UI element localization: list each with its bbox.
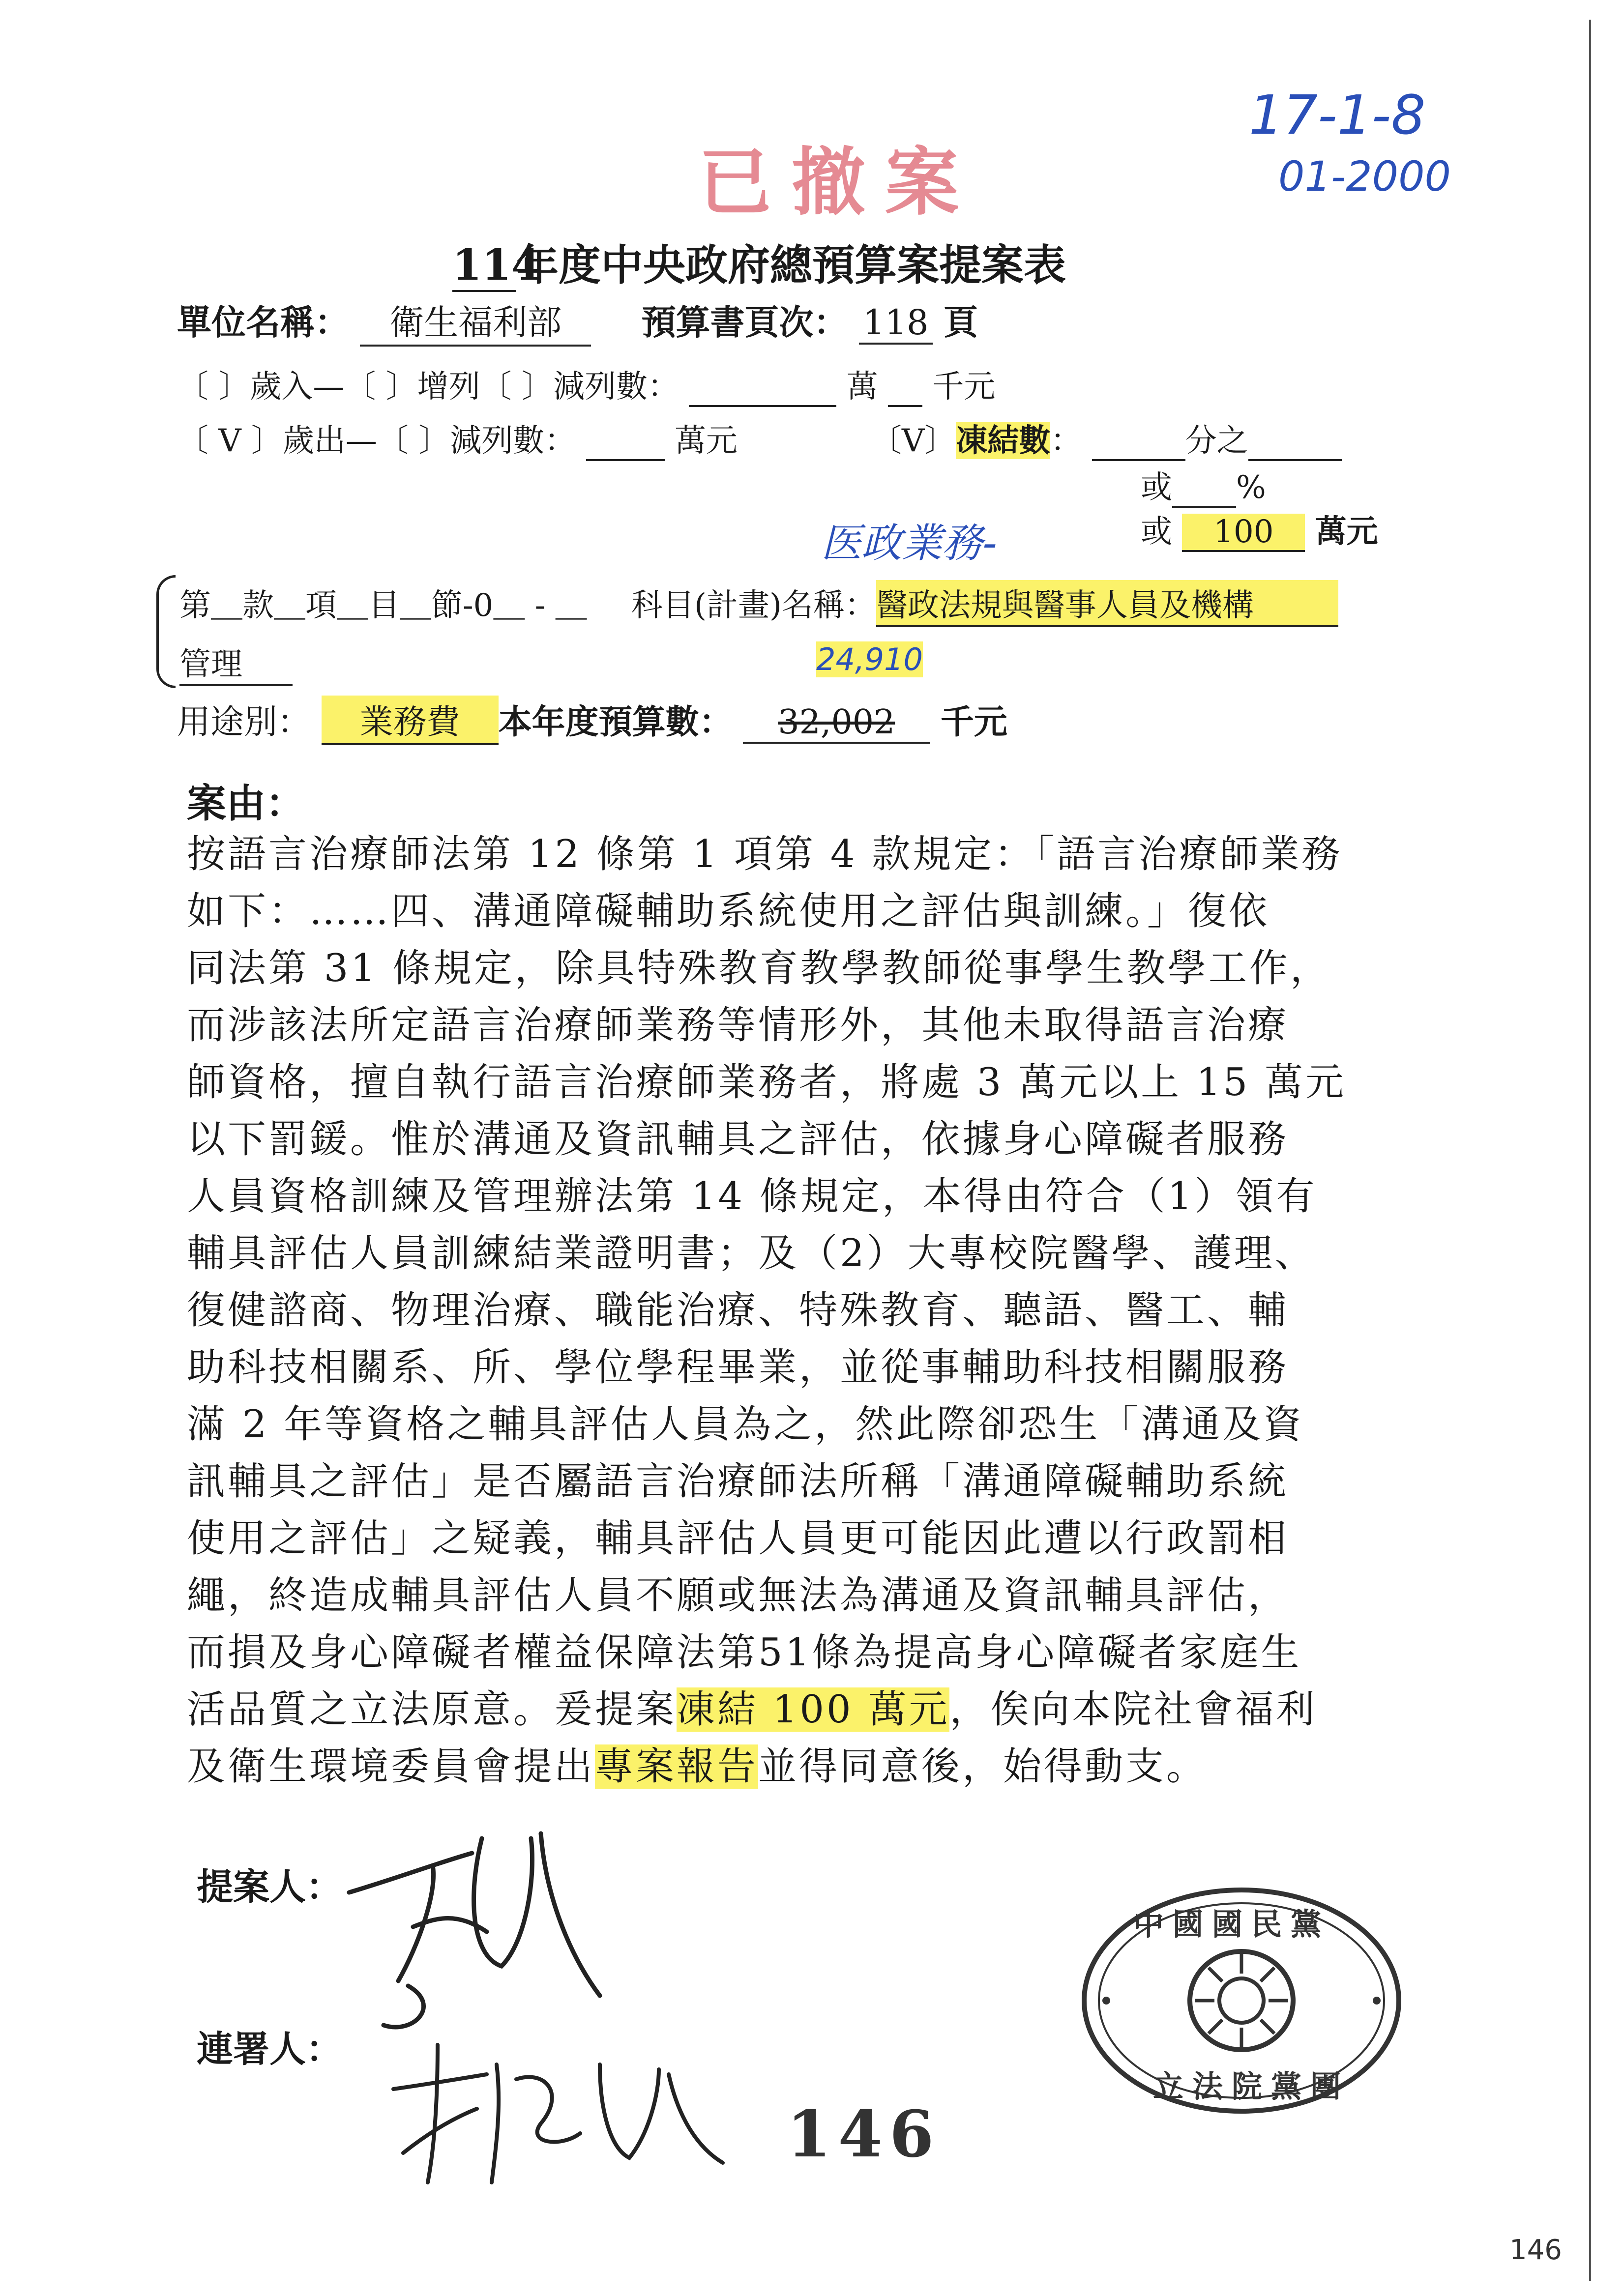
cosigner-signature [384, 2035, 728, 2197]
freeze-amount-highlight: 凍結 100 萬元 [677, 1687, 950, 1732]
cosigner-label: 連署人： [197, 2028, 342, 2070]
title-year: 114 [452, 240, 516, 292]
reason-line: 人員資格訓練及管理辦法第 14 條規定，本得由符合（1）領有 [187, 1174, 1317, 1219]
scan-edge-line [1589, 20, 1591, 2281]
freeze-percent: % [1236, 469, 1266, 506]
reason-line: 繩，終造成輔具評估人員不願或無法為溝通及資訊輔具評估， [187, 1573, 1289, 1618]
revenue-wan: 萬 [846, 369, 878, 405]
handwritten-code: 01-2000 [1278, 152, 1451, 201]
freeze-amount-row [1141, 506, 1378, 552]
unit-row [177, 295, 978, 347]
revenue-qian: 千元 [932, 369, 996, 405]
subject-bracket [156, 575, 176, 688]
reason-line: 按語言治療師法第 12 條第 1 項第 4 款規定：「語言治療師業務 [187, 832, 1343, 876]
freeze-or-1: 或 [1141, 469, 1172, 506]
freeze-colon: ： [1050, 423, 1082, 459]
handwritten-date: 17-1-8 [1249, 84, 1426, 146]
reason-line: 以下罰鍰。惟於溝通及資訊輔具之評估，依據身心障礙者服務 [187, 1117, 1289, 1162]
reason-line: 訊輔具之評估」是否屬語言治療師法所稱「溝通障礙輔助系統 [187, 1459, 1289, 1504]
page-ref-label: 預算書頁次： [641, 302, 848, 343]
subject-name-line1: 醫政法規與醫事人員及機構 [876, 580, 1338, 627]
seal-top-text: 中國國民黨 [1133, 1906, 1330, 1942]
expense-wan: 萬元 [674, 423, 738, 459]
revenue-row [177, 361, 995, 407]
budget-label: 本年度預算數： [498, 702, 733, 742]
corner-page-number: 146 [1509, 2234, 1562, 2266]
freeze-fraction: 分之 [1185, 423, 1248, 459]
proposer-signature [339, 1819, 615, 2045]
party-seal [1079, 1885, 1404, 2116]
proposer-label: 提案人： [197, 1866, 342, 1908]
subject-row-2 [179, 639, 293, 686]
budget-value: 32,002 [743, 703, 930, 744]
page-number: 146 [787, 2096, 941, 2172]
report-highlight: 專案報告 [595, 1744, 759, 1789]
seal-bottom-text: 立法院黨團 [1153, 2068, 1350, 2104]
usage-value: 業務費 [322, 696, 499, 745]
unit-label: 單位名稱： [177, 302, 349, 343]
reason-line-16: 活品質之立法原意。爰提案凍結 100 萬元，俟向本院社會福利 [187, 1687, 1317, 1732]
reason-line: 使用之評估」之疑義，輔具評估人員更可能因此遭以行政罰相 [187, 1516, 1289, 1561]
handwritten-category: 医政業務- [821, 520, 997, 567]
subject-row-1 [179, 580, 1338, 627]
reason-body [187, 826, 1346, 1795]
expense-row [177, 415, 738, 461]
freeze-row [870, 415, 1342, 461]
reason-line: 如下：……四、溝通障礙輔助系統使用之評估與訓練。」復依 [187, 889, 1270, 933]
revenue-prefix: 〔 〕歲入—〔 〕增列〔 〕減列數： [177, 369, 679, 405]
freeze-percent-row [1141, 462, 1266, 508]
reason-line-17: 及衛生環境委員會提出專案報告並得同意後，始得動支。 [187, 1744, 1208, 1789]
usage-label: 用途別： [177, 703, 311, 742]
reason-line: 同法第 31 條規定，除具特殊教育教學教師從事學生教學工作， [187, 946, 1331, 990]
reason-line: 復健諮商、物理治療、職能治療、特殊教育、聽語、醫工、輔 [187, 1288, 1289, 1333]
title-text: 年度中央政府總預算案提案表 [516, 240, 1066, 290]
freeze-prefix: 〔V〕 [870, 423, 956, 459]
page-ref-value: 118 [859, 302, 933, 345]
reason-line: 輔具評估人員訓練結業證明書；及（2）大專校院醫學、護理、 [187, 1231, 1316, 1276]
reason-line: 師資格，擅自執行語言治療師業務者，將處 3 萬元以上 15 萬元 [187, 1060, 1347, 1104]
reason-heading: 案由： [187, 780, 305, 826]
page-ref-suffix: 頁 [944, 302, 978, 343]
subject-label: 科目(計畫)名稱： [631, 587, 876, 624]
reason-line: 而損及身心障礙者權益保障法第51條為提高身心障礙者家庭生 [187, 1630, 1302, 1675]
freeze-label: 凍結數 [956, 422, 1051, 459]
withdrawn-stamp: 已撤案 [698, 139, 979, 226]
freeze-amount-unit: 萬元 [1315, 513, 1378, 550]
freeze-amount: 100 [1182, 514, 1305, 552]
expense-prefix: 〔 V 〕歲出—〔 〕減列數： [177, 423, 576, 459]
reason-line: 而涉該法所定語言治療師業務等情形外，其他未取得語言治療 [187, 1003, 1289, 1047]
page-title [452, 231, 1066, 292]
reason-line: 滿 2 年等資格之輔具評估人員為之，然此際卻恐生「溝通及資 [187, 1402, 1304, 1447]
freeze-or-2: 或 [1141, 514, 1172, 550]
unit-value: 衛生福利部 [360, 295, 591, 347]
handwritten-budget-correction: 24,910 [816, 641, 923, 677]
subject-codes: 第＿款＿項＿目＿節-0＿ - ＿ [179, 587, 587, 624]
subject-name-line2: 管理 [179, 639, 293, 686]
budget-unit: 千元 [940, 702, 1007, 742]
reason-line: 助科技相關系、所、學位學程畢業，並從事輔助科技相關服務 [187, 1345, 1289, 1390]
usage-row [177, 696, 1007, 745]
